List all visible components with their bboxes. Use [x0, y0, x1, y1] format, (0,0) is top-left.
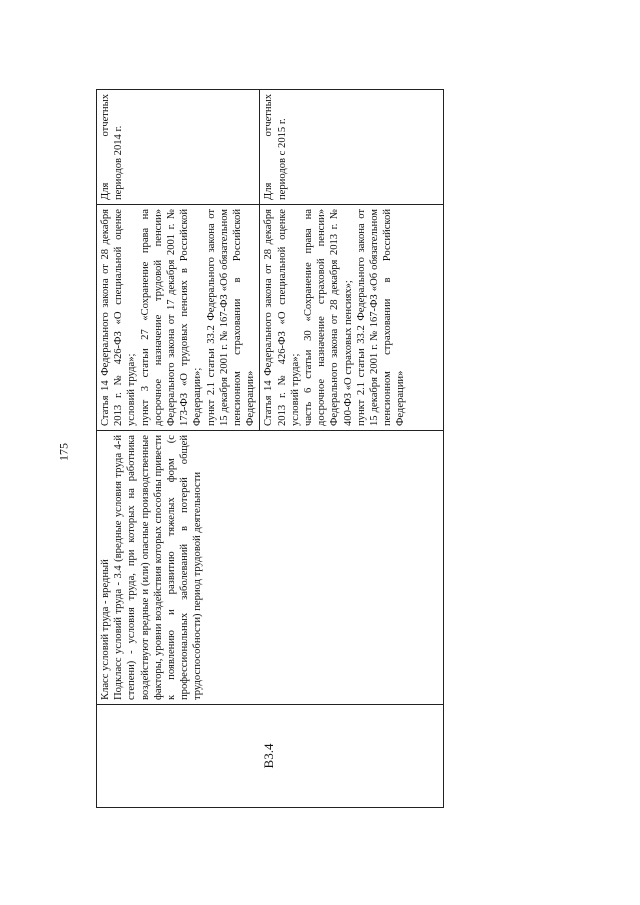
law-line: Статья 14 Федерального закона от 28 декабря 2013 г. № 426-ФЗ «О специальной оценке условий труда»; [263, 209, 301, 426]
period-cell [260, 90, 444, 205]
subclass-line: Подкласс условий труда - 3.4 (вредные условия труда 4-й степени) - условия труда, при которых на работника воздействуют вредные и (или) опасные производственные факторы, уровни воздействия которых способны привести к появлению и развитию тяжелых форм (с профессиональных заболеваний в потерей общей трудоспособности) период трудовой деятельности [113, 435, 204, 700]
law-line: пункт 2.1 статьи 33.2 Федерального закона от 15 декабря 2001 г. № 167-ФЗ «Об обязательном пенсионном страховании в Российской Федерации» [205, 209, 257, 426]
law-cell [260, 205, 444, 431]
period-text: Для отчетных периодов с 2015 г. [263, 94, 288, 200]
classification-table [96, 89, 444, 808]
law-line: пункт 2.1 статьи 33.2 Федерального закона от 15 декабря 2001 г. № 167-ФЗ «Об обязательном пенсионном страховании в Российской Федерации» [355, 209, 407, 426]
description-cell [97, 431, 444, 705]
law-line: пункт 3 статьи 27 «Сохранение права на досрочное назначение трудовой пенсии» Федерального закона от 17 декабря 2001 г. № 173-ФЗ «О трудовых пенсиях в Российской Федерации»; [139, 209, 204, 426]
page-number: 175 [56, 443, 71, 461]
class-line: Класс условий труда - вредный [100, 559, 111, 700]
period-text: Для отчетных периодов 2014 г. [100, 94, 125, 200]
period-cell [97, 90, 260, 205]
rotated-table-container [96, 90, 444, 808]
law-line: Статья 14 Федерального закона от 28 декабря 2013 г. № 426-ФЗ «О специальной оценке условий труда»; [100, 209, 138, 426]
law-line: часть 6 статьи 30 «Сохранение права на досрочное назначение страховой пенсии» Федерального закона от 28 декабря 2013 г. № 400-ФЗ «О страховых пенсиях»; [303, 209, 354, 426]
table-row [97, 90, 260, 808]
code-value: В3.4 [261, 743, 277, 769]
code-cell [97, 705, 444, 808]
law-cell [97, 205, 260, 431]
